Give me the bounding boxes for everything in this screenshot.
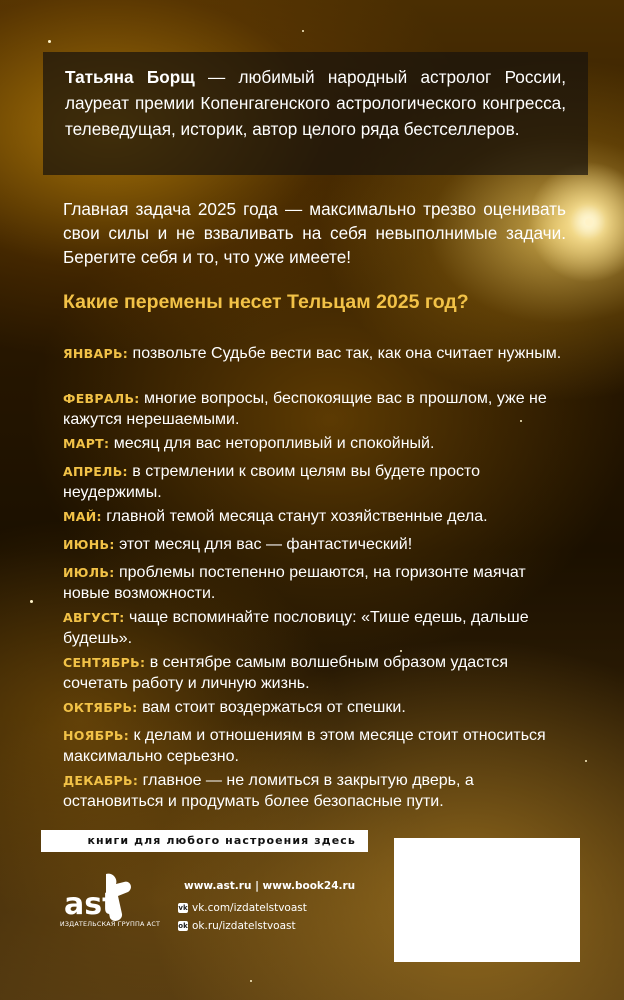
month-item — [63, 388, 563, 430]
vk-link[interactable] — [178, 902, 307, 914]
month-item — [63, 433, 563, 454]
ast-logo-icon — [62, 870, 150, 926]
ok-icon: ok — [178, 922, 188, 930]
vk-icon: vk — [178, 904, 188, 912]
star — [585, 760, 587, 762]
star — [30, 600, 33, 603]
month-name: ИЮНЬ: — [63, 537, 115, 552]
star — [302, 30, 304, 32]
month-name: СЕНТЯБРЬ: — [63, 655, 146, 670]
month-name: АВГУСТ: — [63, 610, 125, 625]
month-text: в сентябре самым волшебным образом удастся сочетать работу и личную жизнь. — [63, 654, 509, 692]
month-name: МАРТ: — [63, 436, 110, 451]
month-name: ДЕКАБРЬ: — [63, 773, 139, 788]
month-item — [63, 697, 563, 718]
month-item — [63, 562, 563, 604]
star — [585, 218, 593, 226]
month-name: ФЕВРАЛЬ: — [63, 391, 140, 406]
publisher-name: ИЗДАТЕЛЬСКАЯ ГРУППА АСТ — [59, 920, 161, 928]
month-text: к делам и отношениям в этом месяце стоит относиться максимально серьезно. — [63, 727, 546, 765]
month-name: МАЙ: — [63, 509, 102, 524]
section-heading: Какие перемены несет Тельцам 2025 год? — [63, 291, 469, 313]
star — [250, 980, 252, 982]
author-bio-text: — любимый народный астролог России, лауреат премии Копенгагенского астрологического конгресса, телеведущая, историк, автор целого ряда бестселлеров. — [65, 67, 566, 139]
month-text: позвольте Судьбе вести вас так, как она считает нужным. — [128, 345, 562, 362]
vk-link-text: vk.com/izdatelstvoast — [192, 902, 307, 914]
month-text: чаще вспоминайте пословицу: «Тише едешь, дальше будешь». — [63, 609, 529, 647]
month-text: этот месяц для вас — фантастический! — [114, 536, 413, 553]
month-name: ЯНВАРЬ: — [63, 346, 129, 361]
month-text: главной темой месяца станут хозяйственные дела. — [101, 508, 488, 525]
month-item — [63, 725, 563, 767]
month-item — [63, 534, 563, 555]
month-item — [63, 607, 563, 649]
month-text: вам стоит воздержаться от спешки. — [137, 699, 406, 716]
website-links[interactable]: www.ast.ru | www.book24.ru — [184, 880, 356, 892]
author-bio — [43, 52, 588, 175]
month-item — [63, 343, 563, 364]
month-name: ОКТЯБРЬ: — [63, 700, 138, 715]
star — [48, 40, 51, 43]
month-name: АПРЕЛЬ: — [63, 464, 128, 479]
month-item — [63, 770, 563, 812]
author-name: Татьяна Борщ — [65, 67, 195, 87]
barcode-area — [394, 838, 580, 962]
month-name: НОЯБРЬ: — [63, 728, 130, 743]
month-item — [63, 506, 563, 527]
month-text: месяц для вас неторопливый и спокойный. — [109, 435, 435, 452]
month-name: ИЮЛЬ: — [63, 565, 115, 580]
ok-link-text: ok.ru/izdatelstvoast — [192, 920, 296, 932]
year-task-paragraph: Главная задача 2025 года — максимально трезво оценивать свои силы и не взваливать на себя невыполнимые задачи. Берегите себя и то, что уже имеете! — [63, 199, 566, 267]
month-text: главное — не ломиться в закрытую дверь, а остановиться и продумать более безопасные пути. — [63, 772, 474, 810]
month-item — [63, 461, 563, 503]
month-text: многие вопросы, беспокоящие вас в прошлом, уже не кажутся нерешаемыми. — [63, 390, 547, 428]
ok-link[interactable] — [178, 920, 296, 932]
month-text: в стремлении к своим целям вы будете просто неудержимы. — [63, 463, 481, 501]
logo-text: ast — [64, 887, 117, 922]
promo-ribbon: книги для любого настроения здесь — [41, 830, 368, 852]
month-item — [63, 652, 563, 694]
month-text: проблемы постепенно решаются, на горизонте маячат новые возможности. — [63, 564, 526, 602]
